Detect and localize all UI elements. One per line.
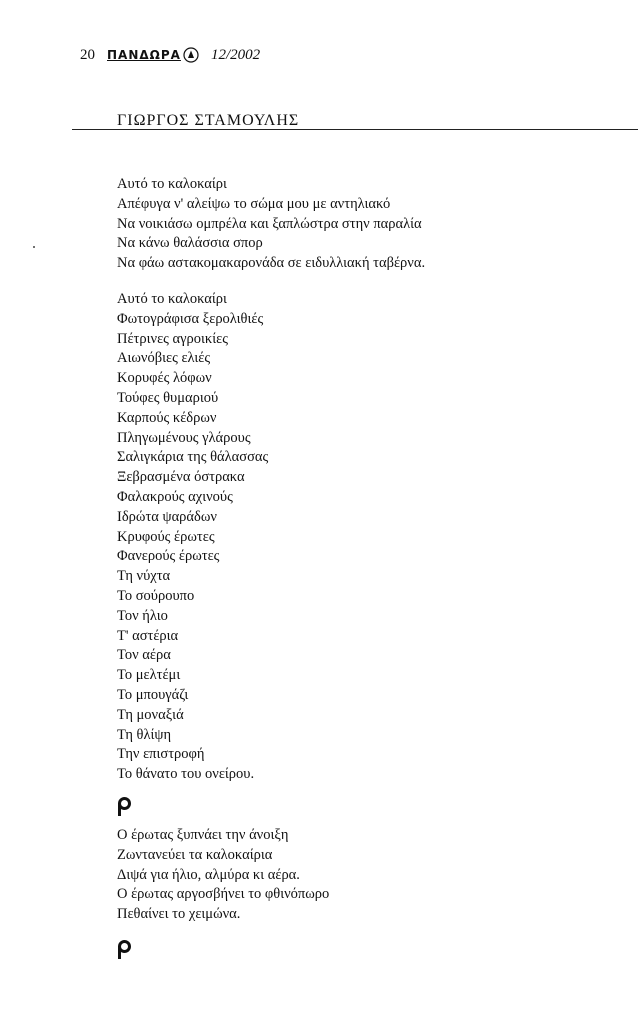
poem-line: Τη μοναξιά [117, 706, 184, 723]
poem-line: Πεθαίνει το χειμώνα. [117, 906, 241, 923]
issue-date: 12/2002 [210, 46, 261, 63]
bell-in-circle-icon [183, 47, 199, 63]
poem-line: Την επιστροφή [117, 746, 205, 763]
poem-line: Τ' αστέρια [117, 627, 179, 644]
poem-line: Φωτογράφισα ξερολιθιές [117, 310, 264, 327]
poem-line: Απέφυγα ν' αλείψω το σώμα μου με αντηλιακό [117, 195, 391, 212]
poem-line: Πληγωμένους γλάρους [117, 429, 251, 446]
page-header [80, 44, 260, 66]
poem-line: Διψά για ήλιο, αλμύρα κι αέρα. [117, 866, 300, 883]
poem-line: Ξεβρασμένα όστρακα [117, 469, 245, 486]
poem-line: Τη νύχτα [117, 568, 171, 585]
poem-stanza-1 [117, 175, 425, 274]
magazine-logo [107, 47, 201, 63]
poem-line: Ζωντανεύει τα καλοκαίρια [117, 846, 273, 863]
rho-ornament-icon [116, 940, 132, 960]
poem-line: Αυτό το καλοκαίρι [117, 291, 227, 307]
poem-line: Φανερούς έρωτες [117, 548, 220, 565]
poem-line: Το θάνατο του ονείρου. [117, 766, 255, 783]
poem-line: Το μπουγάζι [117, 686, 189, 703]
author-name: ΓΙΩΡΓΟΣ ΣΤΑΜΟΥΛΗΣ [117, 112, 300, 129]
poem-line: Ο έρωτας αργοσβήνει το φθινόπωρο [117, 886, 330, 903]
poem-line: Ο έρωτας ξυπνάει την άνοιξη [117, 827, 289, 843]
poem-line: Αυτό το καλοκαίρι [117, 176, 227, 192]
poem-line: Κρυφούς έρωτες [117, 528, 215, 545]
poem-line: Το σούρουπο [117, 587, 195, 604]
poem-line: Να νοικιάσω ομπρέλα και ξαπλώστρα στην παραλία [117, 215, 422, 232]
poem-line: Αιωνόβιες ελιές [117, 350, 211, 367]
poem-line: Ιδρώτα ψαράδων [117, 508, 217, 525]
poem-line: Τη θλίψη [117, 726, 172, 743]
poem-line: Σαλιγκάρια της θάλασσας [117, 449, 269, 466]
poem-line: Το μελτέμι [117, 667, 181, 684]
scan-speck [33, 246, 35, 248]
magazine-name: ΠΑΝΔΩΡΑ [107, 48, 181, 62]
rho-ornament-icon [116, 797, 132, 817]
poem-line: Να φάω αστακομακαρονάδα σε ειδυλλιακή ταβέρνα. [117, 255, 426, 272]
poem-line: Τον αέρα [117, 647, 171, 664]
poem-stanza-2 [117, 290, 268, 785]
poem-line: Πέτρινες αγροικίες [117, 330, 228, 347]
poem-line: Κορυφές λόφων [117, 370, 212, 387]
poem-stanza-3 [117, 826, 329, 925]
header-divider [72, 129, 638, 130]
page-number: 20 [80, 46, 95, 63]
poem-line: Τον ήλιο [117, 607, 168, 624]
poem-line: Καρπούς κέδρων [117, 409, 217, 426]
poem-line: Να κάνω θαλάσσια σπορ [117, 235, 263, 252]
poem-line: Τούφες θυμαριού [117, 389, 219, 406]
poem-line: Φαλακρούς αχινούς [117, 488, 233, 505]
